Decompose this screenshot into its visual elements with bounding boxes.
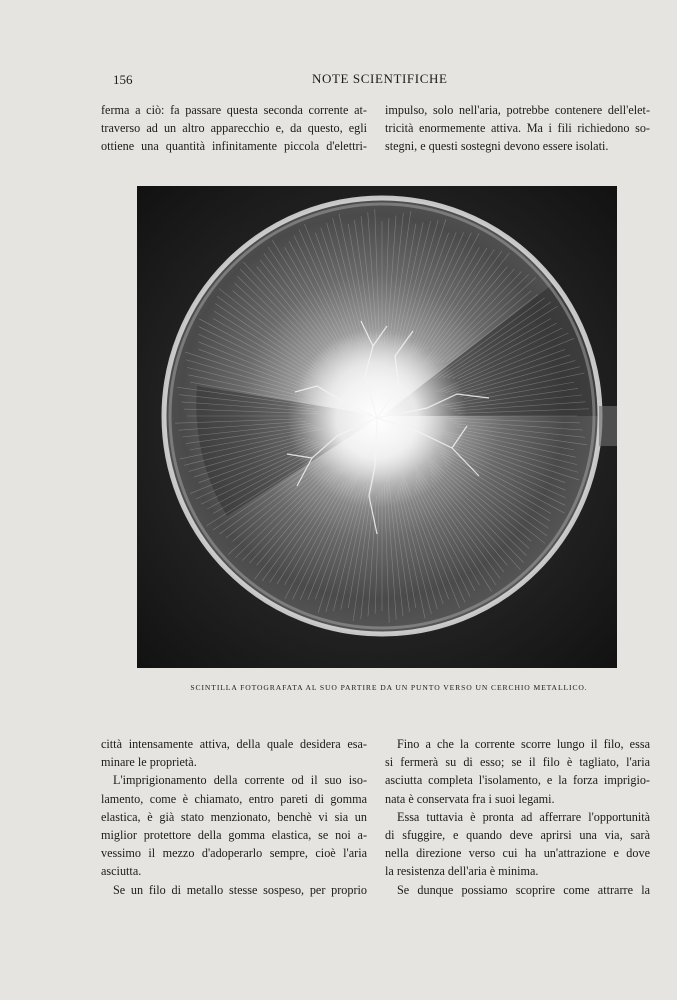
text-line: elastica, è già stato menzionato, benchè vi sia un bbox=[101, 809, 367, 824]
paragraph bbox=[101, 881, 367, 899]
text-line: asciutta completa l'isolamento, e la forza imprigio- bbox=[385, 773, 650, 788]
bottom-right-column bbox=[385, 735, 650, 899]
text-line: ferma a ciò: fa passare questa seconda corrente at- bbox=[101, 103, 367, 117]
text-line: miglior protettore della gomma elastica, se noi a- bbox=[101, 828, 367, 843]
spark-photograph bbox=[137, 186, 617, 668]
text-line: Se dunque possiamo scoprire come attrarre la bbox=[397, 882, 650, 897]
text-line: minare le proprietà. bbox=[101, 755, 197, 770]
text-line: città intensamente attiva, della quale desidera esa- bbox=[101, 737, 367, 751]
text-line: vessimo il mezzo d'adoperarlo sempre, cioè l'aria bbox=[101, 846, 367, 861]
top-right-column bbox=[385, 101, 650, 156]
text-line: traverso ad un altro apparecchio e, da questo, egli bbox=[101, 121, 367, 136]
text-line: Se un filo di metallo stesse sospeso, per proprio bbox=[113, 882, 367, 897]
text-line: asciutta. bbox=[101, 864, 142, 879]
spark-discharge-image bbox=[137, 186, 617, 668]
text-line: Fino a che la corrente scorre lungo il filo, essa bbox=[397, 737, 650, 751]
bottom-left-column bbox=[101, 735, 367, 899]
text-line: lamento, come è chiamato, entro pareti di gomma bbox=[101, 791, 367, 806]
text-line: stegni, e questi sostegni devono essere isolati. bbox=[385, 139, 609, 154]
top-left-column bbox=[101, 101, 367, 156]
running-head: NOTE SCIENTIFICHE bbox=[312, 71, 448, 86]
figure-caption: SCINTILLA FOTOGRAFATA AL SUO PARTIRE DA UN PUNTO VERSO UN CERCHIO METALLICO. bbox=[190, 683, 588, 692]
text-line: impulso, solo nell'aria, potrebbe contenere dell'elet- bbox=[385, 103, 650, 117]
paragraph bbox=[101, 735, 367, 771]
text-line: L'imprigionamento della corrente od il suo iso- bbox=[113, 773, 367, 788]
text-line: nella direzione verso cui ha un'attrazione e dove bbox=[385, 846, 650, 861]
page-number: 156 bbox=[113, 72, 133, 87]
text-line: ottiene una quantità infinitamente piccola d'elettri- bbox=[101, 139, 367, 154]
text-line: Essa tuttavia è pronta ad afferrare l'opportunità bbox=[397, 809, 650, 824]
paragraph bbox=[385, 808, 650, 881]
paragraph bbox=[101, 771, 367, 880]
text-line: nata è conservata fra i suoi legami. bbox=[385, 791, 555, 806]
text-line: la resistenza dell'aria è minima. bbox=[385, 864, 539, 879]
text-line: si fermerà su di esso; se il filo è tagliato, l'aria bbox=[385, 755, 650, 770]
paragraph bbox=[385, 881, 650, 899]
text-line: tricità enormemente attiva. Ma i fili richiedono so- bbox=[385, 121, 650, 136]
paragraph bbox=[385, 735, 650, 808]
text-line: di sfuggire, e quando deve aprirsi una via, sarà bbox=[385, 828, 650, 843]
